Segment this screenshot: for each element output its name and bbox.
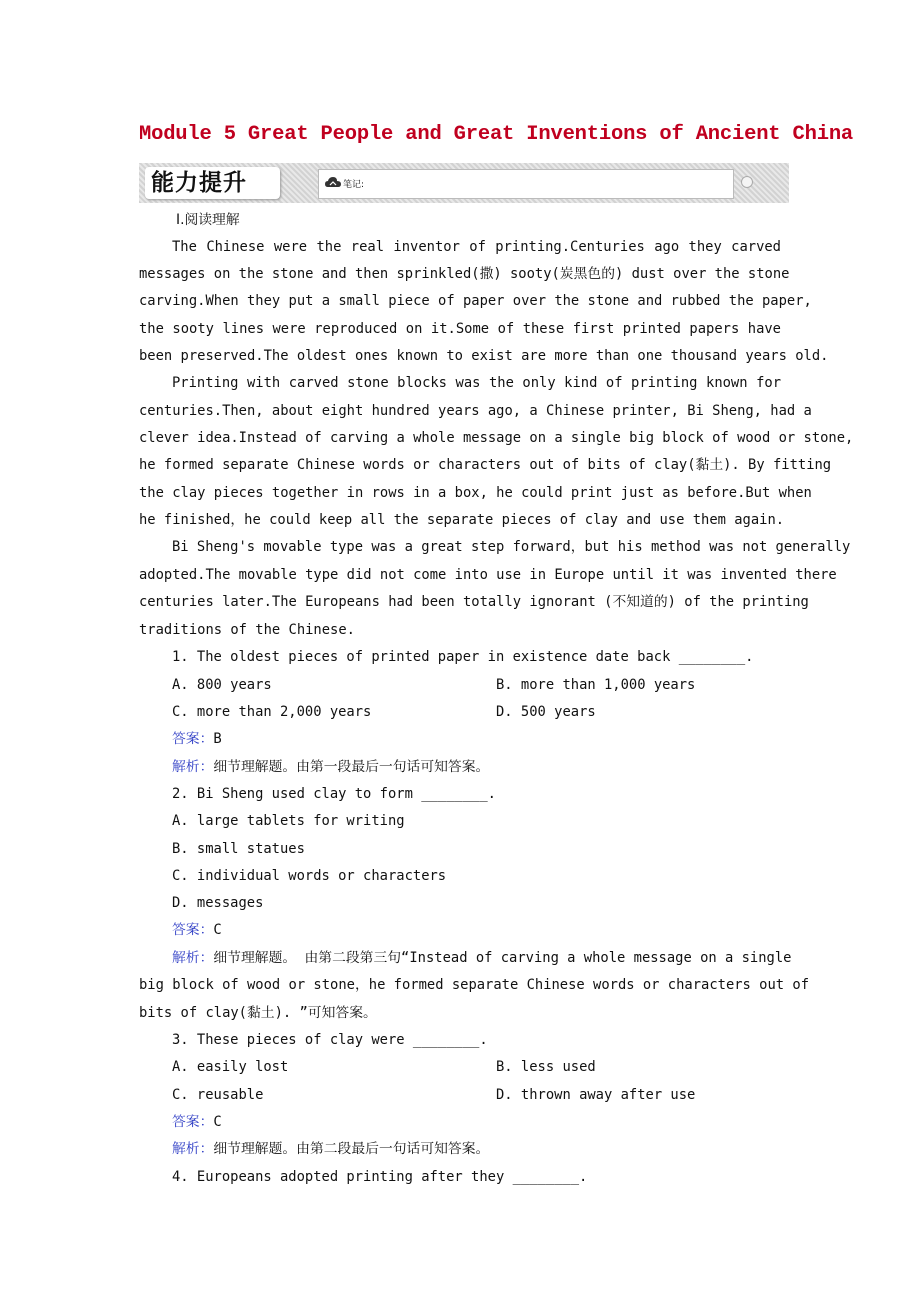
passage-line: clever idea.Instead of carving a whole message on a single big block of wood or stone, [139,430,854,446]
analysis-row [172,757,489,777]
answer-value: B [213,731,222,747]
analysis-text: 细节理解题。 由第二段第三句“Instead of carving a whole message on a single [213,950,792,966]
question-stem: 2. Bi Sheng used clay to form ________. [172,786,496,802]
passage-line: centuries later.The Europeans had been totally ignorant (不知道的) of the printing [139,594,809,610]
passage-line: the sooty lines were reproduced on it.Some of these first printed papers have [139,321,781,337]
question-stem: 1. The oldest pieces of printed paper in existence date back ________. [172,649,754,665]
analysis-text: 细节理解题。由第一段最后一句话可知答案。 [213,759,490,775]
analysis-text: 细节理解题。由第二段最后一句话可知答案。 [213,1141,490,1157]
passage-line: Printing with carved stone blocks was the only kind of printing known for [172,375,781,391]
page-title: Module 5 Great People and Great Inventions of Ancient China [139,123,854,146]
banner-label: 能力提升 [145,167,280,199]
passage-line: Bi Sheng's movable type was a great step forward，but his method was not generally [172,539,851,555]
option-b: B. small statues [172,841,305,857]
option-a: A. large tablets for writing [172,813,405,829]
analysis-line: bits of clay(黏土). ”可知答案。 [139,1005,377,1021]
passage-line: carving.When they put a small piece of paper over the stone and rubbed the paper, [139,293,812,309]
answer-row [172,729,222,749]
cloud-icon [325,176,341,188]
option-c: C. individual words or characters [172,868,447,884]
notes-box [318,169,734,199]
section-banner [139,163,789,203]
analysis-label: 解析： [172,759,214,775]
option-b: B. more than 1,000 years [496,677,696,693]
notes-label: 笔记: [343,180,365,190]
passage-line: adopted.The movable type did not come into use in Europe until it was invented there [139,567,837,583]
option-c: C. more than 2,000 years [172,704,372,720]
analysis-label: 解析： [172,950,214,966]
question-stem: 3. These pieces of clay were ________. [172,1032,488,1048]
analysis-row [172,1139,489,1159]
passage-line: he finished，he could keep all the separate pieces of clay and use them again. [139,512,785,528]
option-d: D. 500 years [496,704,596,720]
option-c: C. reusable [172,1087,264,1103]
option-a: A. easily lost [172,1059,289,1075]
answer-label: 答案： [172,731,214,747]
answer-label: 答案： [172,922,214,938]
passage-line: centuries.Then, about eight hundred years ago, a Chinese printer, Bi Sheng, had a [139,403,812,419]
passage-line: been preserved.The oldest ones known to exist are more than one thousand years old. [139,348,829,364]
passage-line: messages on the stone and then sprinkled(撒) sooty(炭黑色的) dust over the stone [139,266,790,282]
answer-value: C [213,922,222,938]
option-d: D. messages [172,895,264,911]
analysis-label: 解析： [172,1141,214,1157]
pin-icon [741,176,753,188]
passage-line: the clay pieces together in rows in a box, he could print just as before.But when [139,485,812,501]
answer-value: C [213,1114,222,1130]
passage-line: he formed separate Chinese words or characters out of bits of clay(黏土). By fitting [139,457,832,473]
option-b: B. less used [496,1059,596,1075]
passage-line: The Chinese were the real inventor of printing.Centuries ago they carved [172,239,781,255]
answer-row [172,1112,222,1132]
question-stem: 4. Europeans adopted printing after they ________. [172,1169,588,1185]
option-d: D. thrown away after use [496,1087,696,1103]
analysis-line: big block of wood or stone，he formed separate Chinese words or characters out of [139,977,810,993]
option-a: A. 800 years [172,677,272,693]
passage-line: traditions of the Chinese. [139,622,355,638]
analysis-row [172,948,822,968]
section-heading: Ⅰ.阅读理解 [176,212,240,228]
answer-label: 答案： [172,1114,214,1130]
answer-row [172,920,222,940]
